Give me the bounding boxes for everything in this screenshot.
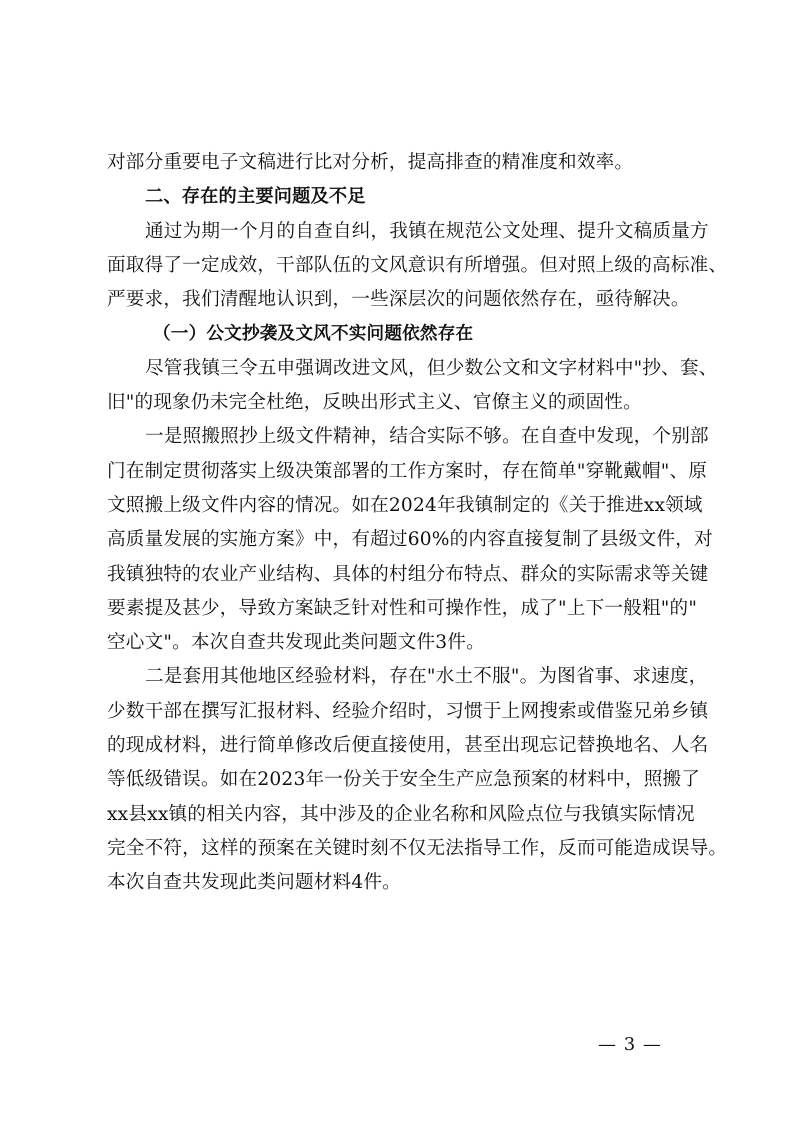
paragraph-line: 完全不符，这样的预案在关键时刻不仅无法指导工作，反而可能造成误导。 — [107, 837, 728, 859]
paragraph-line: 要素提及甚少，导致方案缺乏针对性和可操作性，成了"上下一般粗"的" — [107, 597, 698, 619]
subsection-heading: （一）公文抄袭及文风不实问题依然存在 — [153, 323, 474, 345]
paragraph-line: 的现成材料，进行简单修改后便直接使用，甚至出现忘记替换地名、人名 — [107, 735, 709, 757]
section-heading: 二、存在的主要问题及不足 — [145, 186, 366, 208]
paragraph-line: 我镇独特的农业产业结构、具体的村组分布特点、群众的实际需求等关键 — [107, 563, 709, 585]
paragraph-line: 文照搬上级文件内容的情况。如在2024年我镇制定的《关于推进xx领域 — [107, 494, 703, 516]
paragraph-line: 二是套用其他地区经验材料，存在"水土不服"。为图省事、求速度， — [145, 666, 708, 688]
paragraph-line: 严要求，我们清醒地认识到，一些深层次的问题依然存在，亟待解决。 — [107, 289, 690, 311]
document-body — [107, 146, 728, 901]
paragraph-line: 空心文"。本次自查共发现此类问题文件3件。 — [107, 632, 485, 654]
paragraph-line: 等低级错误。如在2023年一份关于安全生产应急预案的材料中，照搬了 — [107, 769, 701, 791]
paragraph-line: 少数干部在撰写汇报材料、经验介绍时，习惯于上网搜索或借鉴兄弟乡镇 — [107, 700, 709, 722]
paragraph-line: 高质量发展的实施方案》中，有超过60%的内容直接复制了县级文件，对 — [107, 529, 713, 551]
paragraph-line: xx县xx镇的相关内容，其中涉及的企业名称和风险点位与我镇实际情况 — [107, 803, 695, 825]
paragraph-line: 旧"的现象仍未完全杜绝，反映出形式主义、官僚主义的顽固性。 — [107, 392, 642, 414]
paragraph-line: 门在制定贯彻落实上级决策部署的工作方案时，存在简单"穿靴戴帽"、原 — [107, 460, 708, 482]
paragraph-line: 本次自查共发现此类问题材料4件。 — [107, 872, 401, 894]
paragraph-line: 面取得了一定成效，干部队伍的文风意识有所增强。但对照上级的高标准、 — [107, 254, 728, 276]
paragraph-line: 通过为期一个月的自查自纠，我镇在规范公文处理、提升文稿质量方 — [145, 220, 709, 242]
body-line: 对部分重要电子文稿进行比对分析，提高排查的精准度和效率。 — [107, 152, 634, 173]
paragraph-line: 尽管我镇三令五申强调改进文风，但少数公文和文字材料中"抄、套、 — [145, 357, 718, 379]
page-number: — 3 — — [598, 1034, 662, 1055]
paragraph-line: 一是照搬照抄上级文件精神，结合实际不够。在自查中发现，个别部 — [145, 426, 709, 448]
